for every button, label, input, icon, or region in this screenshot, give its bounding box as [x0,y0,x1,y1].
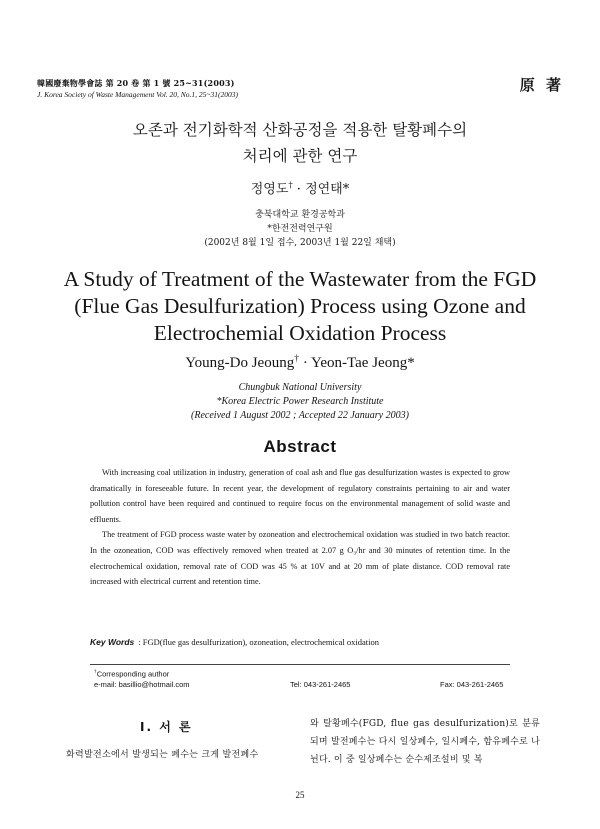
english-affiliation-1: Chungbuk National University [238,382,362,393]
body-text-left-column: 화력발전소에서 발생되는 폐수는 크게 발전폐수 [66,750,259,760]
english-title-line-2: (Flue Gas Desulfurization) Process using Ozone and [74,294,526,318]
footnote-tel: Tel: 043-261-2465 [290,680,351,689]
english-author-2: Yeon-Tae Jeong* [311,355,415,371]
korean-author-1: 정영도 [250,182,289,197]
footnote-email: e-mail: basillio@hotmail.com [94,679,190,689]
footnote [94,668,190,690]
korean-affiliation-1: 충북대학교 환경공학과 [255,210,345,220]
english-affiliations [0,381,600,423]
abstract-body [90,465,510,590]
english-title-line-1: A Study of Treatment of the Wastewater from the FGD [63,267,537,291]
keywords-text: : FGD(flue gas desulfurization), ozoneation, electrochemical oxidation [138,637,380,647]
corresponding-mark-en: † [294,353,300,364]
journal-citation-english: J. Korea Society of Waste Management Vol. 20, No.1, 25~31(2003) [37,90,238,99]
keywords-label: Key Words [90,637,135,647]
author-separator-en: · [299,355,312,371]
english-title [0,266,600,347]
korean-affiliations [0,208,600,250]
footnote-corresponding: Corresponding author [96,669,170,679]
korean-authors [0,178,600,197]
abstract-paragraph-2: The treatment of FGD process waste water by ozoneation and electrochemical oxidation was studied in two batch reactor. In the ozoneation, COD was effectively removed when treated at 2.07 g O₃/hr and 30 minutes of retention time. In the electrochemical oxidation, removal rate of COD was 45 % at 10V and at 20 mm of plate distance. COD removal rate increased with electrical current and retention time. [90,530,510,587]
page-number: 25 [295,790,305,800]
footnote-divider [90,664,510,665]
journal-citation-korean: 韓國廢棄物學會誌 第 20 卷 第 1 號 25~31(2003) [37,78,235,88]
korean-title-line-1: 오존과 전기화학적 산화공정을 적용한 탈황폐수의 [132,121,468,139]
english-title-line-3: Electrochemial Oxidation Process [153,321,447,345]
korean-title [0,117,600,169]
keywords [90,637,379,647]
english-author-1: Young-Do Jeoung [185,355,295,371]
corresponding-mark: † [288,179,293,190]
korean-affiliation-2: *한전전력연구원 [267,224,333,234]
english-authors [0,353,600,372]
author-separator: · [292,182,306,197]
abstract-heading: Abstract [263,437,337,456]
english-affiliation-2: *Korea Electric Power Research Institute [216,396,384,407]
body-text-right-column: 와 탈황폐수(FGD, flue gas desulfurization)로 분류되며 발전폐수는 다시 일상폐수, 일시폐수, 함유폐수로 나뉜다. 이 중 일상폐수는 순수제조설비 및 복 [310,719,540,765]
korean-title-line-2: 처리에 관한 연구 [242,147,358,165]
footnote-mark: † [94,670,97,675]
korean-dates: (2002년 8월 1일 접수, 2003년 1월 22일 채택) [204,238,396,248]
english-dates: (Received 1 August 2002 ; Accepted 22 January 2003) [191,410,409,421]
korean-author-2: 정연태* [305,182,350,197]
abstract-paragraph-1: With increasing coal utilization in industry, generation of coal ash and flue gas desulfurization wastes is expected to grow dramatically in foreseeable future. In recent year, the development of regulatory constraints pertaining to air and water pollution control have been required and continued to require focus on the environmental management of solid waste and effluents. [90,468,510,524]
section-heading-introduction: Ⅰ. 서 론 [140,720,193,734]
article-type-label: 原 著 [519,76,564,94]
footnote-fax: Fax: 043-261-2465 [440,680,504,689]
